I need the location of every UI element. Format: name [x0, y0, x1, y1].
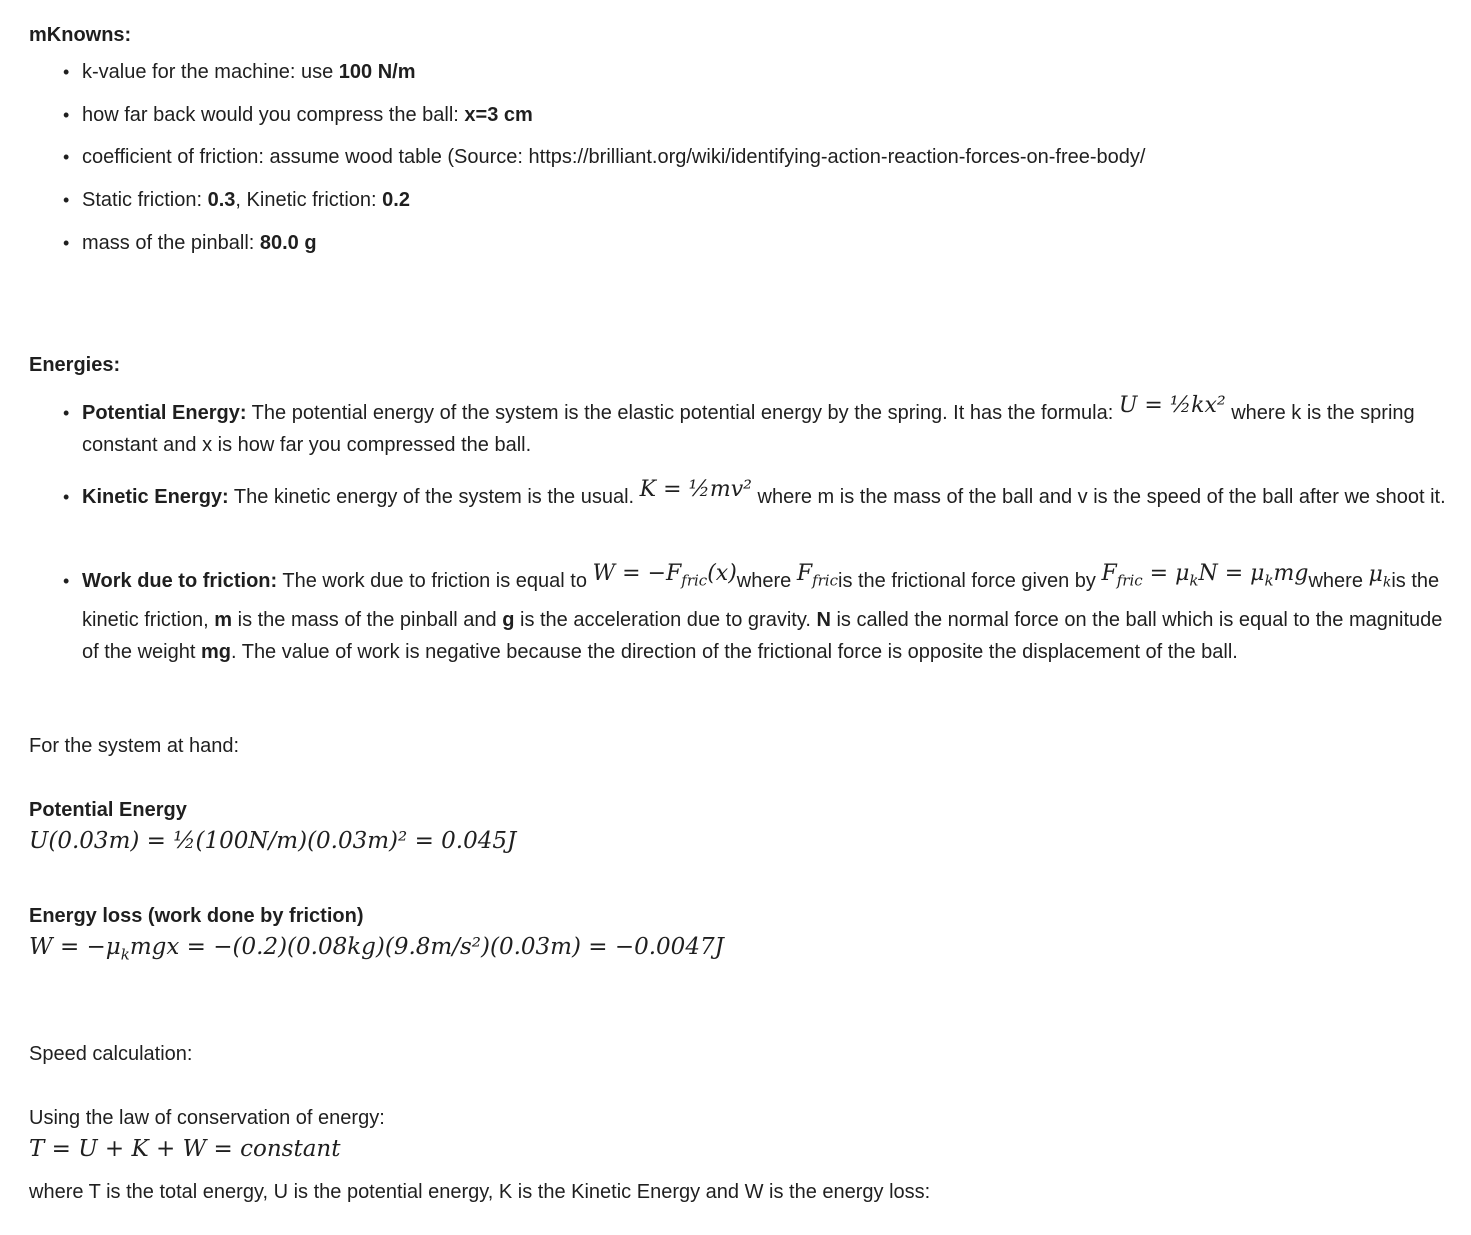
friction-explain-text-5: . The value of work is negative because the direction of the frictional force is opposite the displacement of the ball. [230, 641, 1238, 664]
known-friction-source-text: coefficient of friction: assume wood table (Source: https://brilliant.org/wiki/identifying-action-reaction-forces-on-free-body/ [82, 146, 1146, 168]
energy-loss-heading: Energy loss (work done by friction) [29, 905, 364, 927]
known-mass-text: mass of the pinball: [82, 232, 260, 254]
list-item [82, 393, 1457, 461]
mu-k-symbol: $\mu_k$ [1368, 562, 1392, 591]
friction-where-text: where [736, 570, 797, 592]
knowns-heading: mKnowns: [29, 24, 132, 46]
friction-work-text: The work due to friction is equal to [277, 570, 593, 592]
list-item [82, 477, 1457, 513]
energies-heading: Energies: [29, 354, 121, 376]
friction-force-formula: $F_{fric} = \mu_kN = \mu_kmg$ [1101, 561, 1309, 590]
kinetic-friction-label: , Kinetic friction: [235, 189, 383, 211]
conservation-equation: T = U + K + W = constant [29, 1136, 341, 1162]
friction-explain-text-4: is called the normal force on the ball which is equal to the magnitude of the weight [82, 609, 1443, 664]
known-mass-value: 80.0 g [259, 232, 317, 254]
kinetic-energy-label: Kinetic Energy: [82, 486, 229, 508]
kinetic-energy-text: The kinetic energy of the system is the usual. [228, 486, 640, 508]
conservation-note: where T is the total energy, U is the potential energy, K is the Kinetic Energy and W is the energy loss: [29, 1181, 931, 1203]
friction-explain-text-2: is the mass of the pinball and [232, 609, 503, 632]
weight-symbol: mg [200, 641, 231, 664]
static-friction-label: Static friction: [82, 189, 208, 211]
mass-symbol: m [214, 609, 233, 632]
normal-symbol: N [816, 609, 831, 632]
list-item [82, 561, 1457, 668]
potential-energy-heading: Potential Energy [29, 799, 187, 821]
list-item [82, 141, 1457, 173]
kinetic-energy-text-tail: where m is the mass of the ball and v is the speed of the ball after we shoot it. [751, 486, 1446, 508]
gravity-symbol: g [502, 609, 515, 632]
friction-force-symbol: $F_{fric}$ [796, 561, 838, 590]
potential-energy-formula: U = ½kx² [1118, 393, 1226, 418]
potential-energy-text: The potential energy of the system is the elastic potential energy by the spring. It has the formula: [246, 402, 1119, 424]
friction-work-label: Work due to friction: [82, 570, 278, 592]
known-x-value: x=3 cm [464, 104, 533, 126]
list-item [82, 184, 1457, 216]
potential-energy-text-tail: where k is the spring constant and x is how far you compressed the ball. [82, 402, 1415, 456]
static-friction-value: 0.3 [207, 189, 236, 211]
list-item [82, 99, 1457, 131]
kinetic-friction-value: 0.2 [382, 189, 410, 211]
friction-force-text: is the frictional force given by [838, 570, 1102, 592]
friction-explain-text: is the kinetic friction, [82, 570, 1440, 632]
system-intro: For the system at hand: [29, 735, 240, 757]
friction-where-text-2: where [1308, 570, 1369, 592]
list-item [82, 56, 1457, 88]
known-k-value: 100 N/m [338, 61, 416, 83]
potential-energy-equation: U(0.03m) = ½(100N/m)(0.03m)² = 0.045J [29, 828, 517, 854]
conservation-intro: Using the law of conservation of energy: [29, 1107, 385, 1129]
energy-loss-equation: $W = -\mu_kmgx = -(0.2)(0.08kg)(9.8m/s^2)(0.03m) = -0.0047J$ [29, 934, 724, 964]
speed-heading: Speed calculation: [29, 1043, 193, 1065]
potential-energy-label: Potential Energy: [82, 402, 247, 424]
known-x-text: how far back would you compress the ball: [82, 104, 465, 126]
friction-work-formula: $W = -F_{fric}(x)$ [592, 561, 737, 590]
kinetic-energy-formula: K = ½mv² [639, 477, 752, 502]
known-k-text: k-value for the machine: use [82, 61, 339, 83]
friction-explain-text-3: is the acceleration due to gravity. [514, 609, 817, 632]
list-item [82, 227, 1457, 259]
